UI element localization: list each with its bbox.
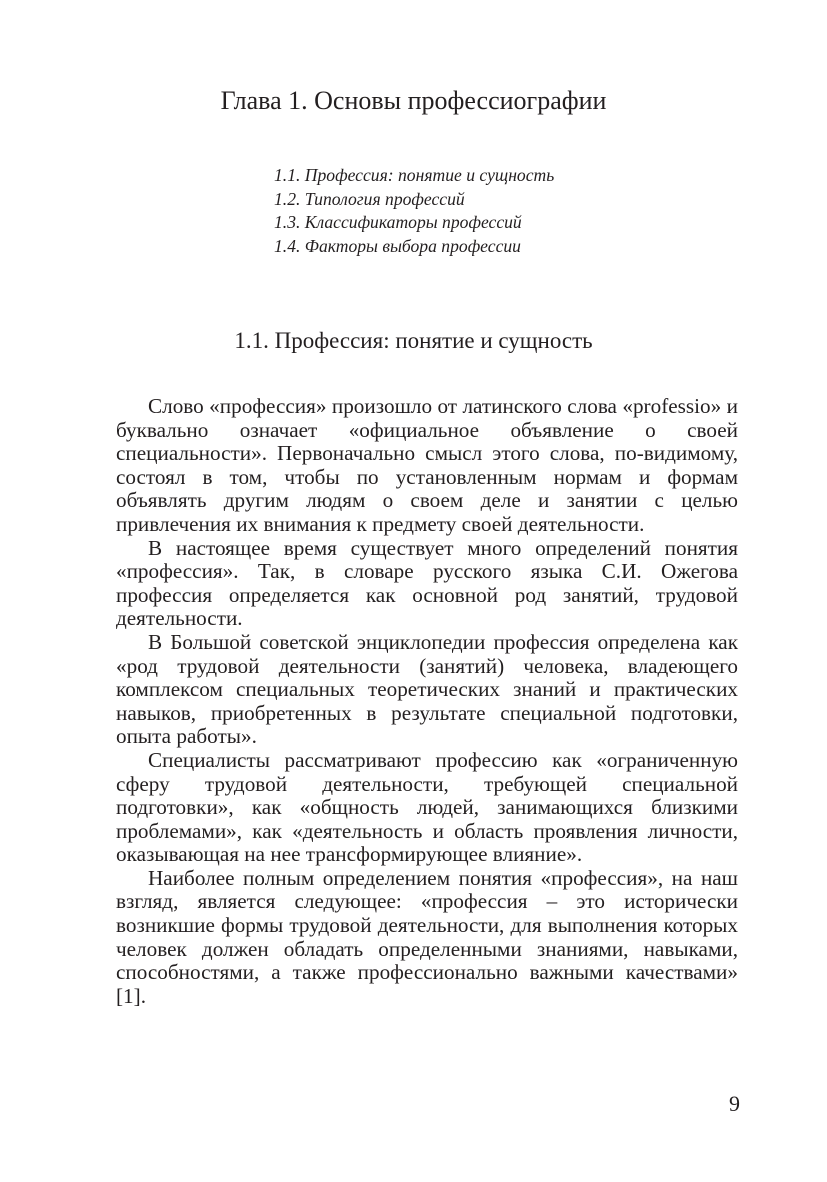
toc-item: 1.2. Типология профессий xyxy=(274,188,465,209)
paragraph: Наиболее полным определением понятия «профессия», на наш взгляд, является следующее: «профессия – это исторически возникшие формы трудовой деятельности, для выполнения которых человек должен обладать определенными знаниями, навыками, способностями, а также профессионально важными качествами» [1]. xyxy=(116,865,738,1008)
paragraph: В Большой советской энциклопедии профессия определена как «род трудовой деятельности (занятий) человека, владеющего комплексом специальных теоретических знаний и практических навыков, приобретенных в результате специальной подготовки, опыта работы». xyxy=(116,629,738,749)
toc-item: 1.1. Профессия: понятие и сущность xyxy=(274,165,555,185)
chapter-title: Глава 1. Основы профессиографии xyxy=(220,86,607,115)
paragraph: Слово «профессия» произошло от латинского слова «professio» и буквально означает «официальное объявление о своей специальности». Первоначально смысл этого слова, по-видимому, состоял в том, чтобы по установленным нормам и формам объявлять другим людям о своем деле и занятии с целью привлечения их внимания к предмету своей деятельности. xyxy=(116,394,738,536)
toc-item: 1.4. Факторы выбора профессии xyxy=(274,235,521,256)
paragraph: В настоящее время существует много определений понятия «профессия». Так, в словаре русского языка С.И. Ожегова профессия определяется как основной род занятий, трудовой деятельности. xyxy=(116,535,738,631)
toc-item: 1.3. Классификаторы профессий xyxy=(274,212,522,232)
section-body xyxy=(116,395,738,1008)
paragraph: Специалисты рассматривают профессию как «ограниченную сферу трудовой деятельности, требующей специальной подготовки», как «общность людей, занимающихся близкими проблемами», как «деятельность и область проявления личности, оказывающая на нее трансформирующее влияние». xyxy=(116,747,738,867)
section-title: 1.1. Профессия: понятие и сущность xyxy=(234,328,593,353)
page-number: 9 xyxy=(729,1091,740,1116)
chapter-contents xyxy=(274,164,554,258)
